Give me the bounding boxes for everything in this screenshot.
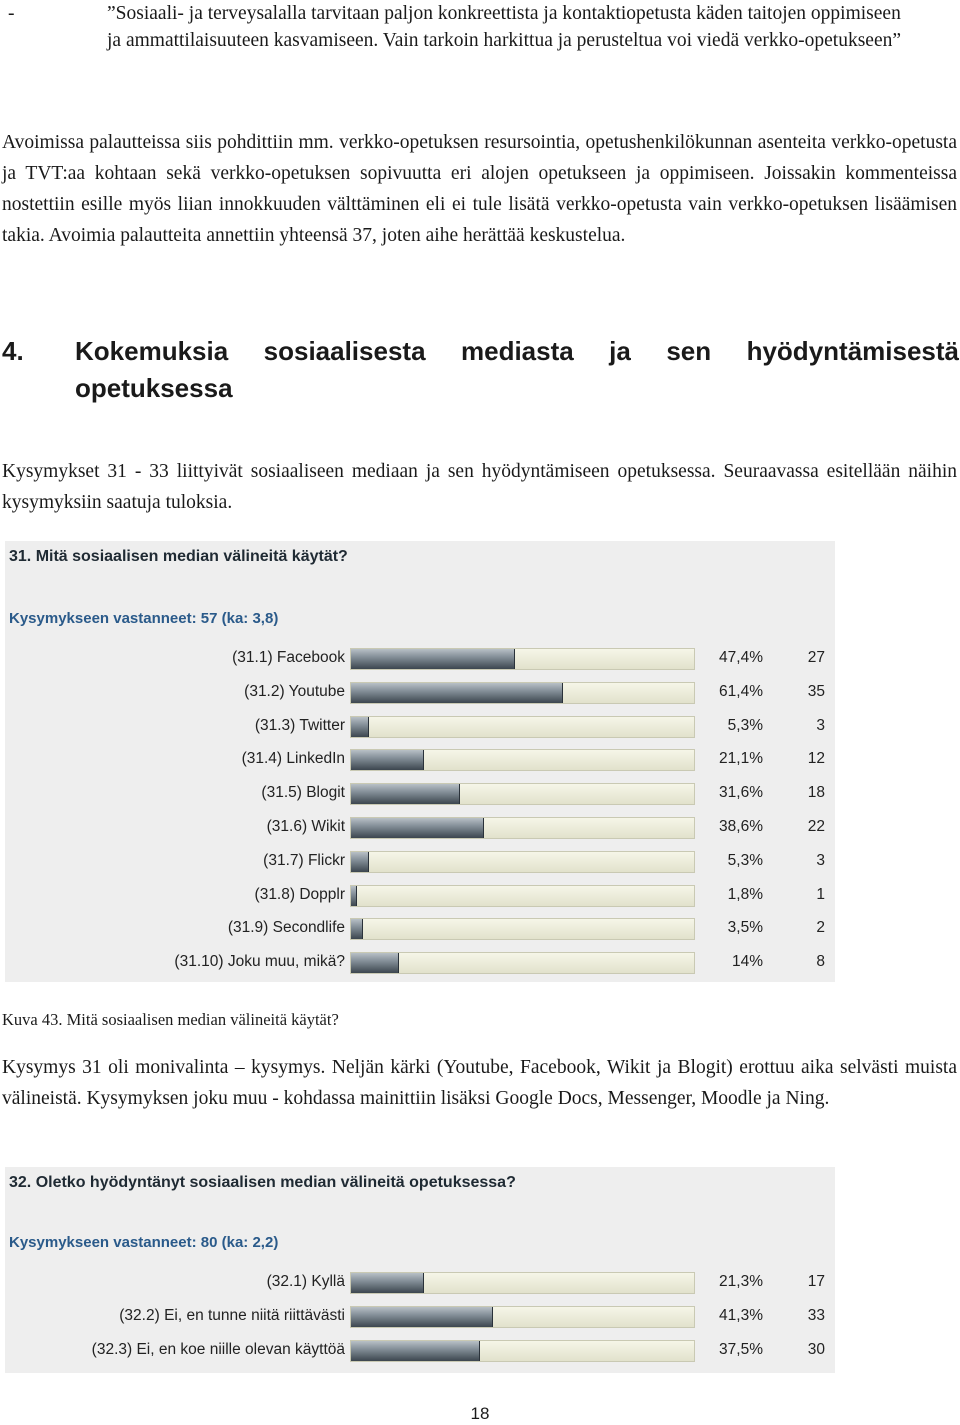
bar (351, 953, 399, 973)
bar-count-label: 18 (807, 784, 825, 802)
figure-caption: Kuva 43. Mitä sosiaalisen median välineitä käytät? (2, 1010, 339, 1029)
bar-track (350, 952, 695, 974)
bar (351, 1341, 480, 1361)
chart-row (5, 781, 835, 807)
bar-label: (31.10) Joku muu, mikä? (174, 953, 345, 971)
chart-row (5, 747, 835, 773)
bar-percent-label: 41,3% (719, 1307, 763, 1324)
bar-label: (31.9) Secondlife (227, 919, 345, 937)
bar (351, 683, 563, 703)
chart-row (5, 916, 835, 942)
bar (351, 784, 460, 804)
chart-row (5, 883, 835, 909)
bar-percent-label: 5,3% (727, 851, 763, 869)
bar (351, 886, 357, 906)
bar-count-label: 8 (816, 953, 825, 971)
bar-percent-label: 47,4% (719, 649, 763, 666)
bar-count-label: 27 (807, 649, 825, 666)
bar (351, 649, 515, 669)
chart-row (5, 714, 835, 740)
paragraph-discussion: Kysymys 31 oli monivalinta – kysymys. Neljän kärki (Youtube, Facebook, Wikit ja Blogit) erottuu aika selvästi muista välineistä. Kysymyksen joku muu - kohdassa mainittiin lisäksi Google Docs, Messenger, Moodle ja Ning. (2, 1057, 957, 1109)
bar-percent-label: 61,4% (719, 682, 763, 700)
bar-count-label: 33 (807, 1307, 825, 1324)
bar-label: (31.2) Youtube (244, 682, 345, 700)
bar-label: (31.7) Flickr (263, 851, 345, 869)
bar-percent-label: 21,3% (719, 1273, 763, 1290)
bar-percent-label: 37,5% (719, 1341, 763, 1358)
bar (351, 750, 424, 770)
chart-row (5, 680, 835, 706)
bar-track (350, 682, 695, 704)
bar-label: (32.2) Ei, en tunne niitä riittävästi (119, 1307, 345, 1324)
bar-percent-label: 38,6% (719, 818, 763, 835)
bar-count-label: 2 (816, 919, 825, 937)
paragraph-intro: Kysymykset 31 - 33 liittyivät sosiaaliseen mediaan ja sen hyödyntämiseen opetuksessa. Seuraavassa esitellään näihin kysymyksiin saatuja tuloksia. (2, 461, 957, 513)
chart-title: 31. Mitä sosiaalisen median välineitä käytät? (9, 548, 348, 565)
chart-q31 (5, 541, 835, 982)
bar-track (350, 817, 695, 839)
bar-percent-label: 1,8% (727, 885, 763, 903)
chart-q32 (5, 1167, 835, 1373)
chart-subtitle: Kysymykseen vastanneet: 57 (ka: 3,8) (9, 610, 279, 627)
chart-row (5, 1338, 835, 1364)
bar-track (350, 1272, 695, 1294)
bar-track (350, 1340, 695, 1362)
bar-label: (31.1) Facebook (232, 649, 345, 666)
bar-track (350, 885, 695, 907)
section-number: 4. (2, 336, 24, 366)
paragraph-open-feedback: Avoimissa palautteissa siis pohdittiin mm. verkko-opetuksen resursointia, opetushenkilökunnan asenteita verkko-opetusta ja TVT:aa kohtaan sekä verkko-opetuksen sopivuutta eri alojen opetukseen ja oppimiseen. Joissakin kommenteissa nostettiin esille myös liian innokkuuden välttäminen eli ei tule lisätä verkko-opetusta vain verkko-opetuksen lisäämisen takia. Avoimia palautteita annettiin yhteensä 37, joten aihe herättää keskustelua. (2, 132, 957, 246)
bar-label: (31.3) Twitter (254, 716, 345, 734)
bar-count-label: 3 (816, 716, 825, 734)
bar-percent-label: 21,1% (719, 750, 763, 768)
bar (351, 1307, 493, 1327)
bar-count-label: 22 (807, 818, 825, 835)
section-title: Kokemuksia sosiaalisesta mediasta ja sen hyödyntämisestä opetuksessa (75, 336, 959, 403)
bar-label: (31.6) Wikit (266, 818, 345, 835)
bar (351, 852, 369, 872)
bar (351, 1273, 424, 1293)
chart-row (5, 815, 835, 841)
chart-row (5, 1270, 835, 1296)
chart-row (5, 849, 835, 875)
bar-track (350, 783, 695, 805)
bar-track (350, 851, 695, 873)
bar-percent-label: 3,5% (727, 919, 763, 937)
bar-track (350, 648, 695, 670)
bar-track (350, 1306, 695, 1328)
page-number: 18 (470, 1404, 490, 1423)
bar-track (350, 749, 695, 771)
bar-count-label: 1 (816, 885, 825, 903)
chart-subtitle: Kysymykseen vastanneet: 80 (ka: 2,2) (9, 1234, 279, 1251)
bar-label: (32.3) Ei, en koe niille olevan käyttöä (91, 1341, 345, 1358)
bar (351, 818, 484, 838)
bar-label: (31.8) Dopplr (254, 885, 345, 903)
bar-count-label: 35 (807, 682, 825, 700)
bar-count-label: 12 (807, 750, 825, 768)
bar-percent-label: 14% (731, 953, 763, 971)
bar-label: (31.4) LinkedIn (241, 750, 345, 768)
chart-title: 32. Oletko hyödyntänyt sosiaalisen median välineitä opetuksessa? (9, 1174, 516, 1191)
bar-track (350, 918, 695, 940)
bar-track (350, 716, 695, 738)
bar-label: (32.1) Kyllä (266, 1273, 345, 1290)
bar-percent-label: 5,3% (727, 716, 763, 734)
bar-count-label: 17 (807, 1273, 825, 1290)
chart-row (5, 646, 835, 672)
bar (351, 919, 363, 939)
chart-row (5, 950, 835, 976)
chart-row (5, 1304, 835, 1330)
bar (351, 717, 369, 737)
bar-label: (31.5) Blogit (261, 784, 345, 802)
bar-count-label: 3 (816, 851, 825, 869)
bullet-quote-text: ”Sosiaali- ja terveysalalla tarvitaan paljon konkreettista ja kontaktiopetusta käden taitojen oppimiseen ja ammattilaisuuteen kasvamiseen. Vain tarkoin harkittua ja perusteltua voi viedä verkko-opetukseen” (107, 3, 902, 51)
bar-percent-label: 31,6% (719, 784, 763, 802)
bullet-dash: - (8, 3, 15, 24)
bar-count-label: 30 (807, 1341, 825, 1358)
